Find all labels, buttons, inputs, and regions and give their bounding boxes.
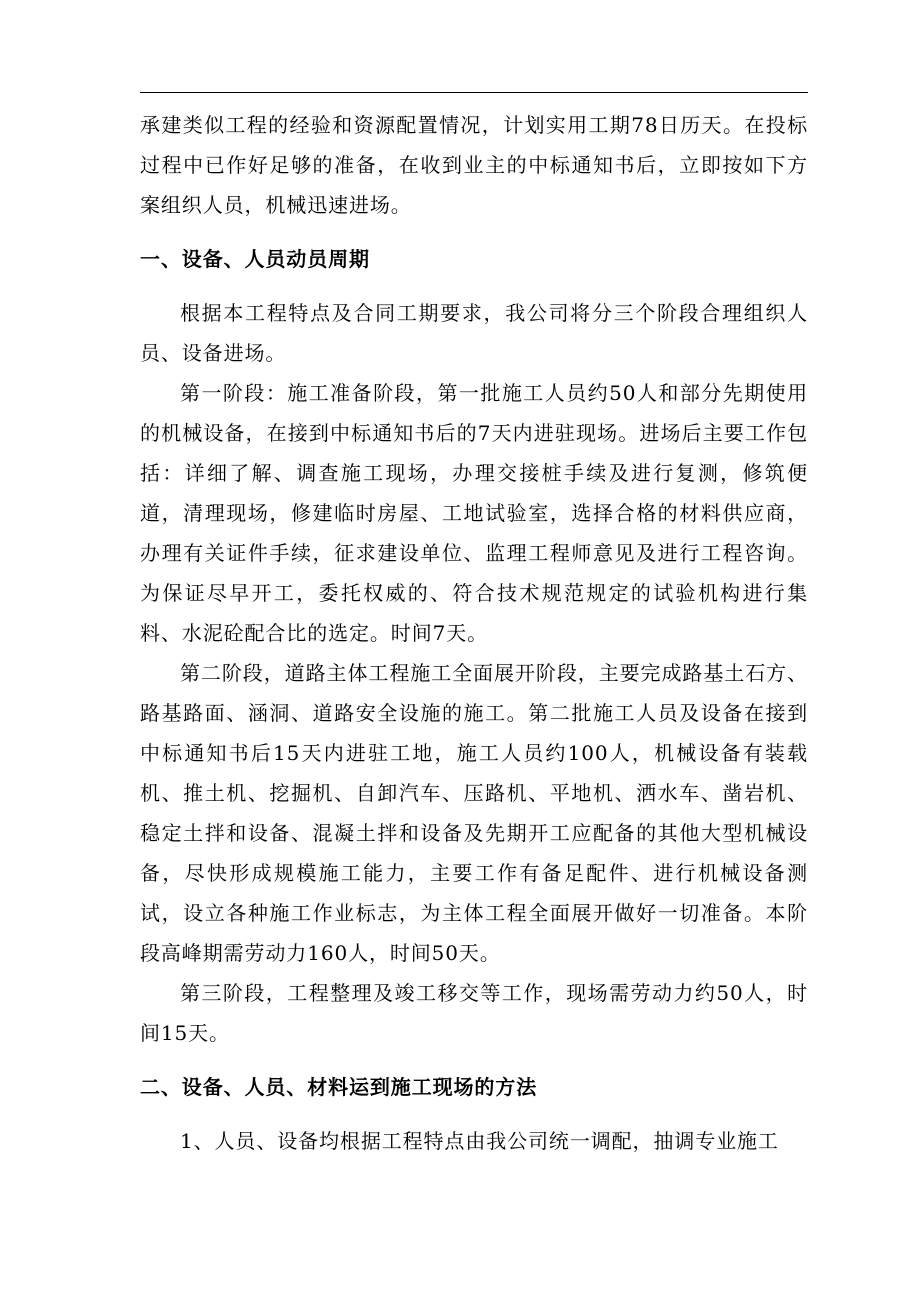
paragraph-stage-one: 第一阶段：施工准备阶段，第一批施工人员约50人和部分先期使用的机械设备，在接到中标通知书后的7天内进驻现场。进场后主要工作包括：详细了解、调查施工现场，办理交接桩手续及进行复测，修筑便道，清理现场，修建临时房屋、工地试验室，选择合格的材料供应商，办理有关证件手续，征求建设单位、监理工程师意见及进行工程咨询。为保证尽早开工，委托权威的、符合技术规范规定的试验机构进行集料、水泥砼配合比的选定。时间7天。 <box>140 381 808 645</box>
paragraph-continuation: 承建类似工程的经验和资源配置情况，计划实用工期78日历天。在投标过程中已作好足够的准备，在收到业主的中标通知书后，立即按如下方案组织人员，机械迅速进场。 <box>140 113 808 217</box>
document-body <box>140 105 808 1161</box>
section-heading-mobilization-period: 一、设备、人员动员周期 <box>140 247 370 271</box>
paragraph-stage-two: 第二阶段，道路主体工程施工全面展开阶段，主要完成路基土石方、路基路面、涵洞、道路安全设施的施工。第二批施工人员及设备在接到中标通知书后15天内进驻工地，施工人员约100人，机械设备有装载机、推土机、挖掘机、自卸汽车、压路机、平地机、洒水车、凿岩机、稳定土拌和设备、混凝土拌和设备及先期开工应配备的其他大型机械设备，尽快形成规模施工能力，主要工作有备足配件、进行机械设备测试，设立各种施工作业标志，为主体工程全面展开做好一切准备。本阶段高峰期需劳动力160人，时间50天。 <box>140 661 808 965</box>
header-rule <box>140 92 808 93</box>
paragraph-item-one: 1、人员、设备均根据工程特点由我公司统一调配，抽调专业施工 <box>180 1129 779 1153</box>
section-heading-transport-method: 二、设备、人员、材料运到施工现场的方法 <box>140 1075 538 1099</box>
paragraph-stage-three: 第三阶段，工程整理及竣工移交等工作，现场需劳动力约50人，时间15天。 <box>140 981 808 1045</box>
paragraph-three-stages-intro: 根据本工程特点及合同工期要求，我公司将分三个阶段合理组织人员、设备进场。 <box>140 301 808 365</box>
